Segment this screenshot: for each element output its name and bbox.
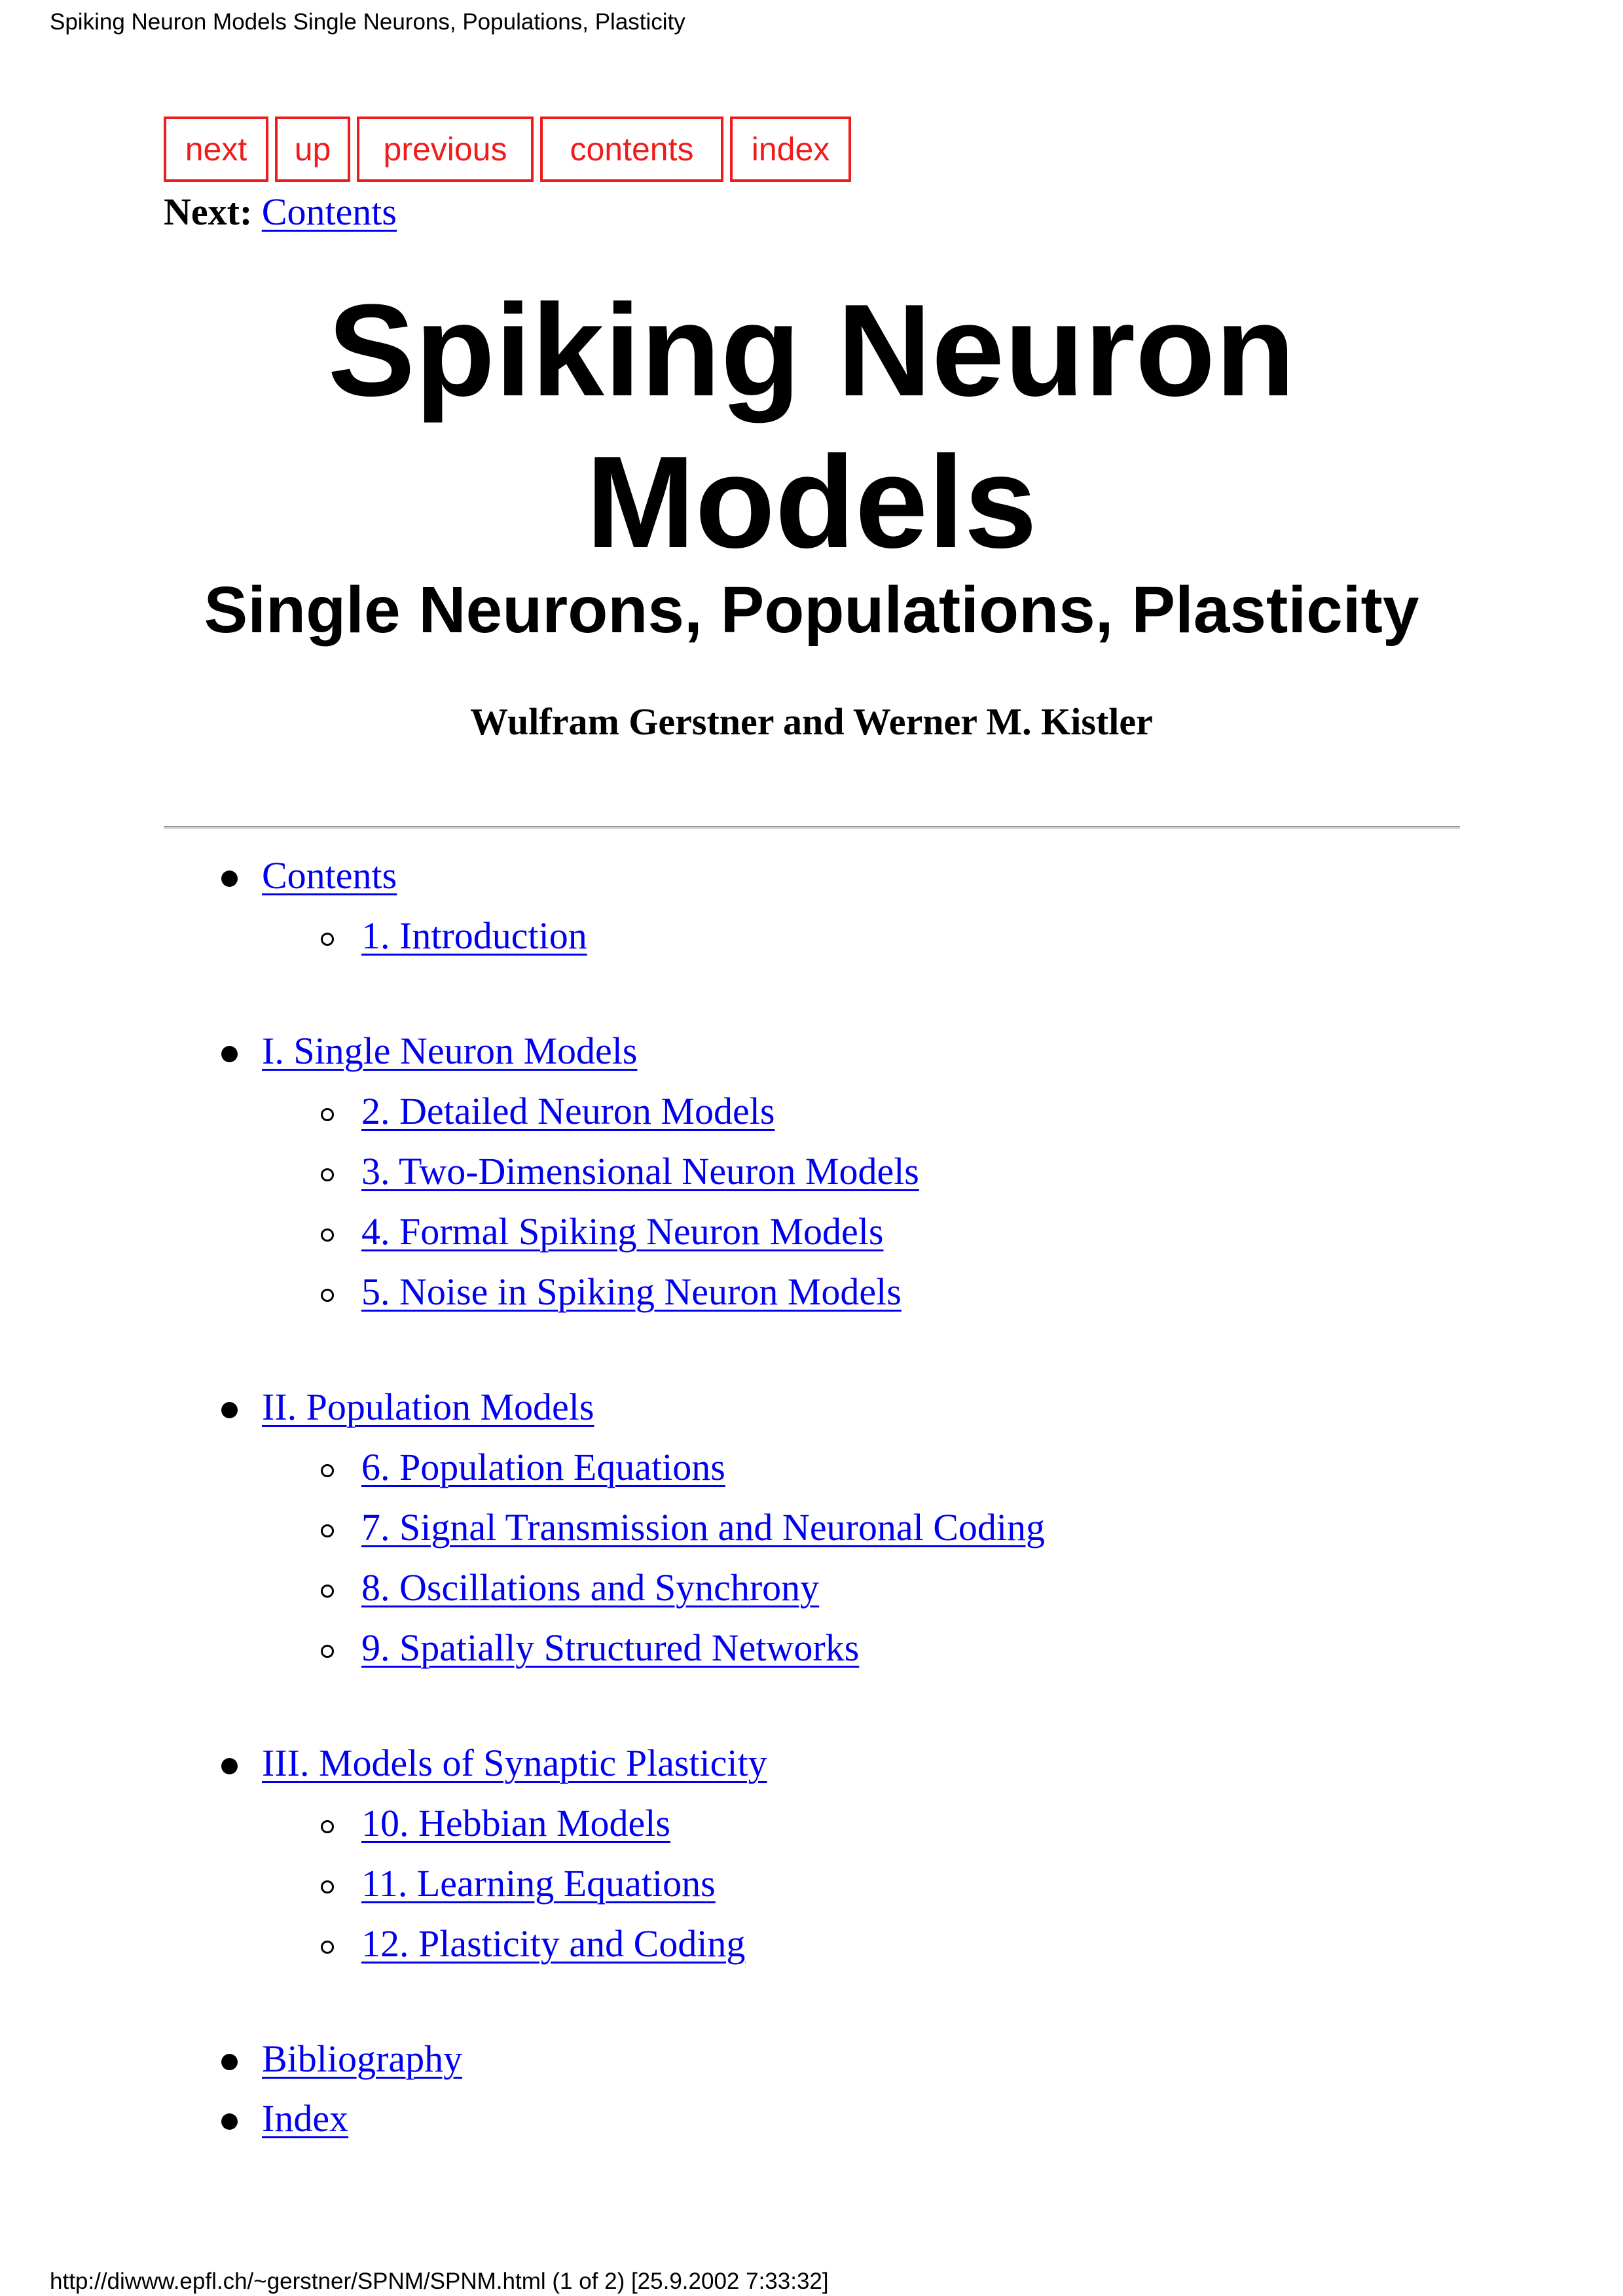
- circle-bullet-icon: [321, 1289, 334, 1302]
- contents-button[interactable]: [540, 117, 723, 182]
- circle-bullet-icon: [321, 1645, 334, 1658]
- print-footer: http://diwww.epfl.ch/~gerstner/SPNM/SPNM.html (1 of 2) [25.9.2002 7:33:32]: [50, 2269, 829, 2294]
- contents-button-label: contents: [570, 131, 694, 168]
- disc-bullet-icon: [221, 1758, 238, 1774]
- circle-bullet-icon: [321, 1168, 334, 1181]
- circle-bullet-icon: [321, 1524, 334, 1537]
- circle-bullet-icon: [321, 1229, 334, 1242]
- toc-link-part-3[interactable]: III. Models of Synaptic Plasticity: [262, 1742, 767, 1784]
- toc-link-chapter-10[interactable]: 10. Hebbian Models: [361, 1802, 670, 1844]
- circle-bullet-icon: [321, 1880, 334, 1893]
- toc-link-chapter-7[interactable]: 7. Signal Transmission and Neuronal Coding: [361, 1506, 1046, 1549]
- disc-bullet-icon: [221, 1402, 238, 1418]
- toc-link-chapter-12[interactable]: 12. Plasticity and Coding: [361, 1922, 746, 1965]
- toc-link-chapter-4[interactable]: 4. Formal Spiking Neuron Models: [361, 1210, 884, 1253]
- page-subtitle: Single Neurons, Populations, Plasticity: [204, 573, 1419, 647]
- navigation-bar: [164, 117, 851, 182]
- previous-button-label: previous: [383, 131, 507, 168]
- title-line-2: Models: [586, 429, 1037, 575]
- page-title: [0, 275, 1623, 579]
- title-line-1: Spiking Neuron: [327, 278, 1296, 423]
- index-button-label: index: [751, 131, 830, 168]
- next-label: Next:: [164, 190, 253, 233]
- disc-bullet-icon: [221, 2054, 238, 2070]
- toc-link-chapter-6[interactable]: 6. Population Equations: [361, 1446, 725, 1488]
- toc-link-chapter-11[interactable]: 11. Learning Equations: [361, 1862, 716, 1905]
- toc-link-contents[interactable]: Contents: [262, 854, 397, 897]
- index-button[interactable]: [730, 117, 851, 182]
- toc-link-chapter-5[interactable]: 5. Noise in Spiking Neuron Models: [361, 1270, 902, 1313]
- horizontal-rule: [164, 826, 1460, 829]
- circle-bullet-icon: [321, 1585, 334, 1598]
- print-header: Spiking Neuron Models Single Neurons, Populations, Plasticity: [50, 9, 685, 35]
- next-button[interactable]: [164, 117, 268, 182]
- next-navigation-line: [164, 190, 397, 234]
- toc-link-chapter-2[interactable]: 2. Detailed Neuron Models: [361, 1090, 775, 1132]
- disc-bullet-icon: [221, 1046, 238, 1062]
- authors: Wulfram Gerstner and Werner M. Kistler: [470, 700, 1153, 743]
- disc-bullet-icon: [221, 870, 238, 887]
- toc-link-index[interactable]: Index: [262, 2097, 349, 2140]
- toc-link-part-2[interactable]: II. Population Models: [262, 1386, 594, 1428]
- circle-bullet-icon: [321, 1941, 334, 1954]
- toc-link-chapter-3[interactable]: 3. Two-Dimensional Neuron Models: [361, 1150, 919, 1193]
- toc-link-chapter-1[interactable]: 1. Introduction: [361, 914, 587, 957]
- circle-bullet-icon: [321, 1108, 334, 1121]
- up-button-label: up: [294, 131, 331, 168]
- disc-bullet-icon: [221, 2113, 238, 2130]
- up-button[interactable]: [275, 117, 350, 182]
- circle-bullet-icon: [321, 1464, 334, 1477]
- next-button-label: next: [185, 131, 247, 168]
- previous-button[interactable]: [357, 117, 534, 182]
- toc-link-chapter-8[interactable]: 8. Oscillations and Synchrony: [361, 1566, 820, 1609]
- toc-link-part-1[interactable]: I. Single Neuron Models: [262, 1030, 638, 1072]
- circle-bullet-icon: [321, 1820, 334, 1833]
- toc-link-chapter-9[interactable]: 9. Spatially Structured Networks: [361, 1626, 860, 1669]
- toc-link-bibliography[interactable]: Bibliography: [262, 2037, 463, 2080]
- circle-bullet-icon: [321, 933, 334, 946]
- next-contents-link[interactable]: Contents: [261, 190, 397, 233]
